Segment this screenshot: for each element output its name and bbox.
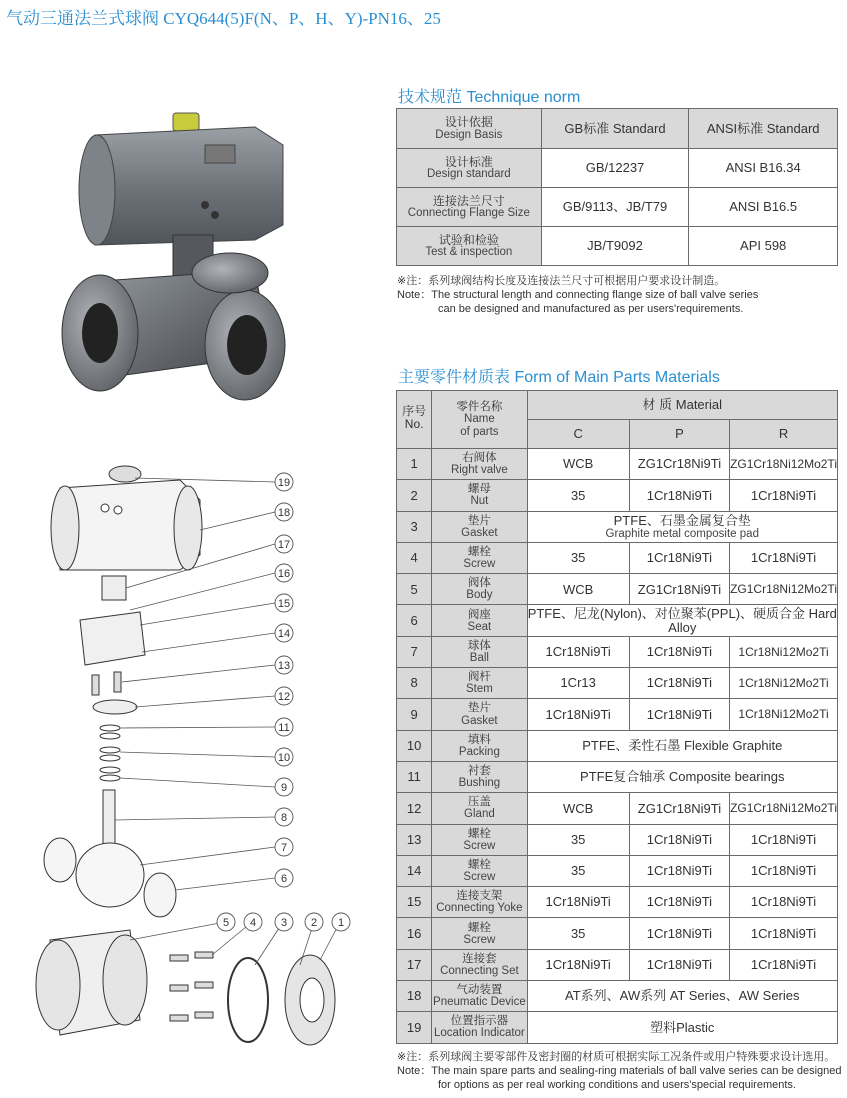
technique-table: [396, 108, 838, 266]
callout-10: 10: [277, 752, 291, 764]
row-p: 1Cr18Ni9Ti: [629, 699, 729, 730]
row-name: 位置指示器 Location Indicator: [432, 1012, 527, 1043]
row-r: 1Cr18Ni9Ti: [730, 480, 838, 511]
exploded-diagram: [30, 460, 360, 1080]
row-no: 2: [397, 480, 432, 511]
row-no: 5: [397, 574, 432, 605]
parts-heading: 主要零件材质表 Form of Main Parts Materials: [398, 369, 720, 386]
row-r: ZG1Cr18Ni12Mo2Ti: [730, 449, 838, 480]
row-p: 1Cr18Ni9Ti: [629, 918, 729, 949]
row-no: 19: [397, 1012, 432, 1043]
parts-row: [397, 699, 838, 730]
row-p: 1Cr18Ni9Ti: [629, 480, 729, 511]
row-material-span: PTFE、石墨金属复合垫 Graphite metal composite pad: [527, 511, 837, 542]
parts-row: [397, 511, 838, 542]
callout-6: 6: [280, 873, 288, 885]
row-c: 35: [527, 824, 629, 855]
callout-5: 5: [222, 917, 230, 929]
row-c: WCB: [527, 793, 629, 824]
row-no: 8: [397, 668, 432, 699]
row-r: 1Cr18Ni9Ti: [730, 887, 838, 918]
callout-17: 17: [277, 539, 291, 551]
row-p: 1Cr18Ni9Ti: [629, 949, 729, 980]
parts-row: [397, 668, 838, 699]
parts-note: ※注：系列球阀主要零部件及密封圈的材质可根据实际工况条件或用户特殊要求设计选用。 Note：The main spare parts and sealing-ring materials of ball valve series can be designed for options as per real working conditions and users'special requirements.: [397, 1051, 842, 1091]
row-no: 18: [397, 981, 432, 1012]
row-material-span: AT系列、AW系列 AT Series、AW Series: [527, 981, 837, 1012]
row-c: 1Cr18Ni9Ti: [527, 887, 629, 918]
page-title: 气动三通法兰式球阀 CYQ644(5)F(N、P、H、Y)-PN16、25: [6, 9, 441, 28]
row-name: 填料 Packing: [432, 730, 527, 761]
callout-1: 1: [337, 917, 345, 929]
row-no: 12: [397, 793, 432, 824]
parts-row: [397, 949, 838, 980]
callout-9: 9: [280, 782, 288, 794]
row-material-span: 塑料Plastic: [527, 1012, 837, 1043]
header-c: C: [527, 420, 629, 449]
row-name: 连接套 Connecting Set: [432, 949, 527, 980]
row-name: 阀体 Body: [432, 574, 527, 605]
row-r: 1Cr18Ni9Ti: [730, 918, 838, 949]
row-name: 垫片 Gasket: [432, 511, 527, 542]
callout-7: 7: [280, 842, 288, 854]
row-name: 连接支架 Connecting Yoke: [432, 887, 527, 918]
valve-photo: [55, 105, 300, 410]
parts-row: [397, 793, 838, 824]
row-c: 35: [527, 480, 629, 511]
parts-row: [397, 605, 838, 636]
row-p: 1Cr18Ni9Ti: [629, 636, 729, 667]
technique-row: 连接法兰尺寸 Connecting Flange Size GB/9113、JB/T79 ANSI B16.5: [397, 188, 838, 227]
row-no: 17: [397, 949, 432, 980]
row-name: 右阀体 Right valve: [432, 449, 527, 480]
parts-row: [397, 730, 838, 761]
row-no: 4: [397, 542, 432, 573]
parts-row: [397, 855, 838, 886]
row-material-span: PTFE、尼龙(Nylon)、对位聚苯(PPL)、硬质合金 Hard Alloy: [527, 605, 837, 635]
callout-16: 16: [277, 568, 291, 580]
header-r: R: [730, 420, 838, 449]
row-c: WCB: [527, 449, 629, 480]
row-no: 14: [397, 855, 432, 886]
row-r: 1Cr18Ni9Ti: [730, 542, 838, 573]
callout-12: 12: [277, 691, 291, 703]
header-no: 序号 No.: [397, 391, 432, 449]
row-r: 1Cr18Ni12Mo2Ti: [730, 699, 838, 730]
parts-row: [397, 636, 838, 667]
header-gb: GB标准 Standard: [541, 109, 689, 149]
row-name: 螺母 Nut: [432, 480, 527, 511]
header-ansi: ANSI标准 Standard: [689, 109, 838, 149]
row-r: ZG1Cr18Ni12Mo2Ti: [730, 793, 838, 824]
row-name: 螺栓 Screw: [432, 824, 527, 855]
callout-15: 15: [277, 598, 291, 610]
row-c: 1Cr13: [527, 668, 629, 699]
callout-13: 13: [277, 660, 291, 672]
row-c: 35: [527, 918, 629, 949]
row-c: WCB: [527, 574, 629, 605]
row-r: 1Cr18Ni9Ti: [730, 949, 838, 980]
header-material: 材 质 Material: [527, 391, 837, 420]
header-name: 零件名称 Name of parts: [432, 391, 527, 449]
row-no: 13: [397, 824, 432, 855]
row-r: 1Cr18Ni12Mo2Ti: [730, 668, 838, 699]
row-p: 1Cr18Ni9Ti: [629, 668, 729, 699]
parts-row: [397, 1012, 838, 1043]
technique-heading: 技术规范 Technique norm: [398, 89, 581, 106]
technique-row: 设计标准 Design standard GB/12237 ANSI B16.34: [397, 149, 838, 188]
row-no: 7: [397, 636, 432, 667]
row-name: 球体 Ball: [432, 636, 527, 667]
callout-3: 3: [280, 917, 288, 929]
header-p: P: [629, 420, 729, 449]
row-r: ZG1Cr18Ni12Mo2Ti: [730, 574, 838, 605]
row-no: 6: [397, 605, 432, 636]
row-name: 衬套 Bushing: [432, 761, 527, 792]
parts-row: [397, 761, 838, 792]
row-name: 阀座 Seat: [432, 605, 527, 636]
row-r: 1Cr18Ni9Ti: [730, 824, 838, 855]
row-c: 35: [527, 855, 629, 886]
callout-4: 4: [249, 917, 257, 929]
row-material-span: PTFE复合轴承 Composite bearings: [527, 761, 837, 792]
callout-14: 14: [277, 628, 291, 640]
row-name: 螺栓 Screw: [432, 542, 527, 573]
technique-header-row: [397, 109, 838, 149]
parts-row: [397, 887, 838, 918]
row-name: 气动装置 Pneumatic Device: [432, 981, 527, 1012]
row-c: 35: [527, 542, 629, 573]
parts-table: [396, 390, 838, 1044]
row-no: 16: [397, 918, 432, 949]
row-name: 阀杆 Stem: [432, 668, 527, 699]
technique-row: 试验和检验 Test & inspection JB/T9092 API 598: [397, 227, 838, 266]
row-name: 螺栓 Screw: [432, 855, 527, 886]
parts-row: [397, 542, 838, 573]
callout-19: 19: [277, 477, 291, 489]
callout-18: 18: [277, 507, 291, 519]
row-no: 9: [397, 699, 432, 730]
parts-row: [397, 824, 838, 855]
row-r: 1Cr18Ni12Mo2Ti: [730, 636, 838, 667]
parts-row: [397, 918, 838, 949]
parts-row: [397, 480, 838, 511]
row-r: 1Cr18Ni9Ti: [730, 855, 838, 886]
parts-row: [397, 574, 838, 605]
callout-2: 2: [310, 917, 318, 929]
row-p: ZG1Cr18Ni9Ti: [629, 793, 729, 824]
callout-8: 8: [280, 812, 288, 824]
parts-row: [397, 981, 838, 1012]
row-name: 垫片 Gasket: [432, 699, 527, 730]
row-c: 1Cr18Ni9Ti: [527, 949, 629, 980]
row-no: 15: [397, 887, 432, 918]
row-c: 1Cr18Ni9Ti: [527, 699, 629, 730]
row-p: 1Cr18Ni9Ti: [629, 855, 729, 886]
row-p: ZG1Cr18Ni9Ti: [629, 449, 729, 480]
header-basis: 设计依据 Design Basis: [397, 109, 542, 149]
row-name: 螺栓 Screw: [432, 918, 527, 949]
row-c: 1Cr18Ni9Ti: [527, 636, 629, 667]
technique-note: ※注：系列球阀结构长度及连接法兰尺寸可根据用户要求设计制造。 Note：The structural length and connecting flange size of ball valve series can be designed and manufactured as per users'requirements.: [397, 275, 759, 315]
row-no: 10: [397, 730, 432, 761]
row-p: 1Cr18Ni9Ti: [629, 887, 729, 918]
row-material-span: PTFE、柔性石墨 Flexible Graphite: [527, 730, 837, 761]
row-p: 1Cr18Ni9Ti: [629, 824, 729, 855]
row-no: 1: [397, 449, 432, 480]
callout-11: 11: [278, 722, 290, 734]
row-no: 11: [397, 761, 432, 792]
parts-row: [397, 449, 838, 480]
row-p: 1Cr18Ni9Ti: [629, 542, 729, 573]
row-p: ZG1Cr18Ni9Ti: [629, 574, 729, 605]
row-no: 3: [397, 511, 432, 542]
row-name: 压盖 Gland: [432, 793, 527, 824]
